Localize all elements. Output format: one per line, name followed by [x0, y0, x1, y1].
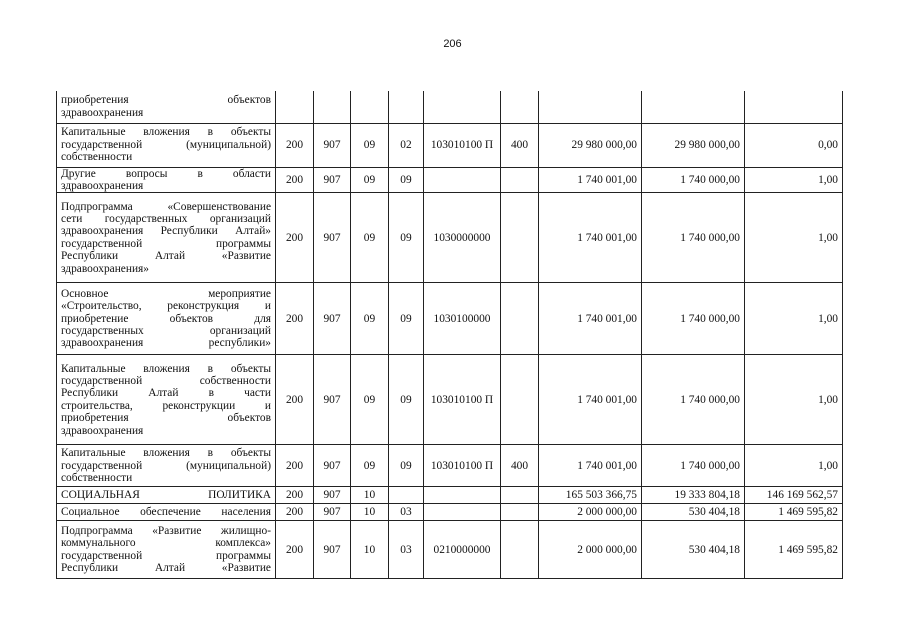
budget-column-2: 907 — [314, 504, 351, 521]
target-article-code: 1030000000 — [424, 193, 501, 283]
target-article-code — [424, 91, 501, 123]
row-name-line: собственности — [61, 472, 133, 485]
subsection-code: 03 — [389, 521, 424, 579]
budget-column-2: 907 — [314, 521, 351, 579]
amount-remaining: 146 169 562,57 — [745, 487, 843, 504]
section-code — [351, 91, 389, 123]
row-name-line: Капитальные вложения в объекты — [61, 447, 271, 460]
section-code: 09 — [351, 355, 389, 445]
row-name-line: приобретение объектов для — [61, 312, 271, 325]
row-name-line: здравоохранения республики» — [61, 337, 271, 350]
row-name-line: Капитальные вложения в объекты — [61, 126, 271, 139]
row-name-line: государственной программы — [61, 549, 271, 562]
row-name-line: государственной программы — [61, 237, 271, 250]
amount-planned — [539, 91, 642, 123]
target-article-code: 103010100 П — [424, 123, 501, 167]
expense-type-code — [501, 355, 539, 445]
table-row — [57, 123, 843, 167]
subsection-code: 02 — [389, 123, 424, 167]
section-code: 09 — [351, 193, 389, 283]
target-article-code: 1030100000 — [424, 283, 501, 355]
target-article-code: 103010100 П — [424, 355, 501, 445]
amount-remaining: 0,00 — [745, 123, 843, 167]
row-name-line: здравоохранения — [61, 179, 144, 192]
row-name — [57, 167, 276, 193]
budget-column-1: 200 — [276, 283, 314, 355]
row-name-line: здравоохранения Республики Алтай» — [61, 225, 271, 238]
expense-type-code — [501, 521, 539, 579]
amount-planned: 2 000 000,00 — [539, 521, 642, 579]
amount-remaining: 1,00 — [745, 445, 843, 487]
row-name — [57, 123, 276, 167]
section-code: 09 — [351, 123, 389, 167]
budget-column-2: 907 — [314, 283, 351, 355]
table-row — [57, 445, 843, 487]
expense-type-code — [501, 167, 539, 193]
amount-planned: 1 740 001,00 — [539, 167, 642, 193]
budget-column-1: 200 — [276, 123, 314, 167]
budget-column-1 — [276, 91, 314, 123]
subsection-code: 03 — [389, 504, 424, 521]
row-name — [57, 91, 276, 123]
expense-type-code: 400 — [501, 123, 539, 167]
row-name-line: Подпрограмма «Развитие жилищно- — [61, 525, 271, 537]
amount-planned: 29 980 000,00 — [539, 123, 642, 167]
row-name-line: приобретения объектов — [61, 94, 271, 107]
row-name-line: Республики Алтай в части — [61, 387, 271, 400]
section-code: 10 — [351, 487, 389, 504]
subsection-code — [389, 487, 424, 504]
row-name-line: «Строительство, реконструкция и — [61, 300, 271, 313]
amount-remaining: 1,00 — [745, 193, 843, 283]
amount-remaining: 1,00 — [745, 355, 843, 445]
budget-table — [56, 91, 843, 579]
amount-remaining: 1 469 595,82 — [745, 521, 843, 579]
table-row — [57, 167, 843, 193]
row-name-line: сети государственных организаций — [61, 213, 271, 225]
row-name — [57, 283, 276, 355]
budget-column-2 — [314, 91, 351, 123]
budget-column-1: 200 — [276, 355, 314, 445]
row-name-line: государственных организаций — [61, 325, 271, 338]
row-name-line: приобретения объектов — [61, 412, 271, 425]
section-code: 10 — [351, 504, 389, 521]
row-name — [57, 445, 276, 487]
table-row — [57, 91, 843, 123]
row-name — [57, 487, 276, 504]
row-name-line: Основное мероприятие — [61, 287, 271, 300]
row-name-line: государственной (муниципальной) — [61, 459, 271, 472]
budget-column-2: 907 — [314, 445, 351, 487]
row-name-line: здравоохранения — [61, 106, 144, 119]
subsection-code: 09 — [389, 167, 424, 193]
budget-column-2: 907 — [314, 355, 351, 445]
table-row — [57, 521, 843, 579]
row-name-line: коммунального комплекса» — [61, 537, 271, 550]
row-name-line: Капитальные вложения в объекты — [61, 362, 271, 375]
row-name — [57, 193, 276, 283]
row-name-line: Подпрограмма «Совершенствование — [61, 200, 271, 213]
budget-column-2: 907 — [314, 167, 351, 193]
table-row — [57, 193, 843, 283]
budget-column-1: 200 — [276, 487, 314, 504]
amount-executed: 1 740 000,00 — [642, 283, 745, 355]
row-name — [57, 355, 276, 445]
table-row — [57, 283, 843, 355]
expense-type-code — [501, 91, 539, 123]
budget-column-1: 200 — [276, 504, 314, 521]
row-name-line: собственности — [61, 151, 133, 164]
amount-executed: 1 740 000,00 — [642, 193, 745, 283]
row-name-line: государственной (муниципальной) — [61, 138, 271, 151]
amount-planned: 1 740 001,00 — [539, 355, 642, 445]
row-name-line: строительства, реконструкции и — [61, 399, 271, 412]
subsection-code: 09 — [389, 445, 424, 487]
amount-remaining: 1,00 — [745, 167, 843, 193]
budget-column-2: 907 — [314, 123, 351, 167]
amount-executed: 1 740 000,00 — [642, 355, 745, 445]
budget-column-1: 200 — [276, 445, 314, 487]
row-name-line: СОЦИАЛЬНАЯ ПОЛИТИКА — [61, 489, 271, 502]
budget-column-1: 200 — [276, 193, 314, 283]
amount-executed: 19 333 804,18 — [642, 487, 745, 504]
budget-column-2: 907 — [314, 193, 351, 283]
table-row — [57, 504, 843, 521]
section-code: 09 — [351, 283, 389, 355]
amount-remaining: 1 469 595,82 — [745, 504, 843, 521]
amount-executed: 530 404,18 — [642, 521, 745, 579]
expense-type-code — [501, 487, 539, 504]
section-code: 09 — [351, 445, 389, 487]
target-article-code — [424, 487, 501, 504]
expense-type-code — [501, 504, 539, 521]
table-row — [57, 487, 843, 504]
row-name-line: здравоохранения — [61, 424, 144, 437]
amount-planned: 1 740 001,00 — [539, 283, 642, 355]
amount-planned: 1 740 001,00 — [539, 193, 642, 283]
amount-planned: 1 740 001,00 — [539, 445, 642, 487]
table-row — [57, 355, 843, 445]
subsection-code: 09 — [389, 283, 424, 355]
amount-planned: 2 000 000,00 — [539, 504, 642, 521]
row-name — [57, 504, 276, 521]
row-name-line: Социальное обеспечение населения — [61, 506, 271, 519]
target-article-code — [424, 504, 501, 521]
amount-executed: 530 404,18 — [642, 504, 745, 521]
amount-planned: 165 503 366,75 — [539, 487, 642, 504]
expense-type-code — [501, 283, 539, 355]
amount-executed: 1 740 000,00 — [642, 445, 745, 487]
row-name-line: Другие вопросы в области — [61, 167, 271, 180]
row-name-line: здравоохранения» — [61, 262, 149, 275]
amount-executed — [642, 91, 745, 123]
amount-executed: 1 740 000,00 — [642, 167, 745, 193]
budget-column-1: 200 — [276, 521, 314, 579]
subsection-code: 09 — [389, 355, 424, 445]
target-article-code: 0210000000 — [424, 521, 501, 579]
target-article-code: 103010100 П — [424, 445, 501, 487]
page-number: 206 — [443, 38, 462, 50]
row-name-line: Республики Алтай «Развитие — [61, 562, 271, 575]
subsection-code — [389, 91, 424, 123]
budget-column-1: 200 — [276, 167, 314, 193]
amount-remaining — [745, 91, 843, 123]
row-name-line: Республики Алтай «Развитие — [61, 250, 271, 263]
target-article-code — [424, 167, 501, 193]
expense-type-code: 400 — [501, 445, 539, 487]
row-name — [57, 521, 276, 579]
budget-column-2: 907 — [314, 487, 351, 504]
section-code: 10 — [351, 521, 389, 579]
amount-remaining: 1,00 — [745, 283, 843, 355]
row-name-line: государственной собственности — [61, 375, 271, 387]
subsection-code: 09 — [389, 193, 424, 283]
section-code: 09 — [351, 167, 389, 193]
amount-executed: 29 980 000,00 — [642, 123, 745, 167]
expense-type-code — [501, 193, 539, 283]
